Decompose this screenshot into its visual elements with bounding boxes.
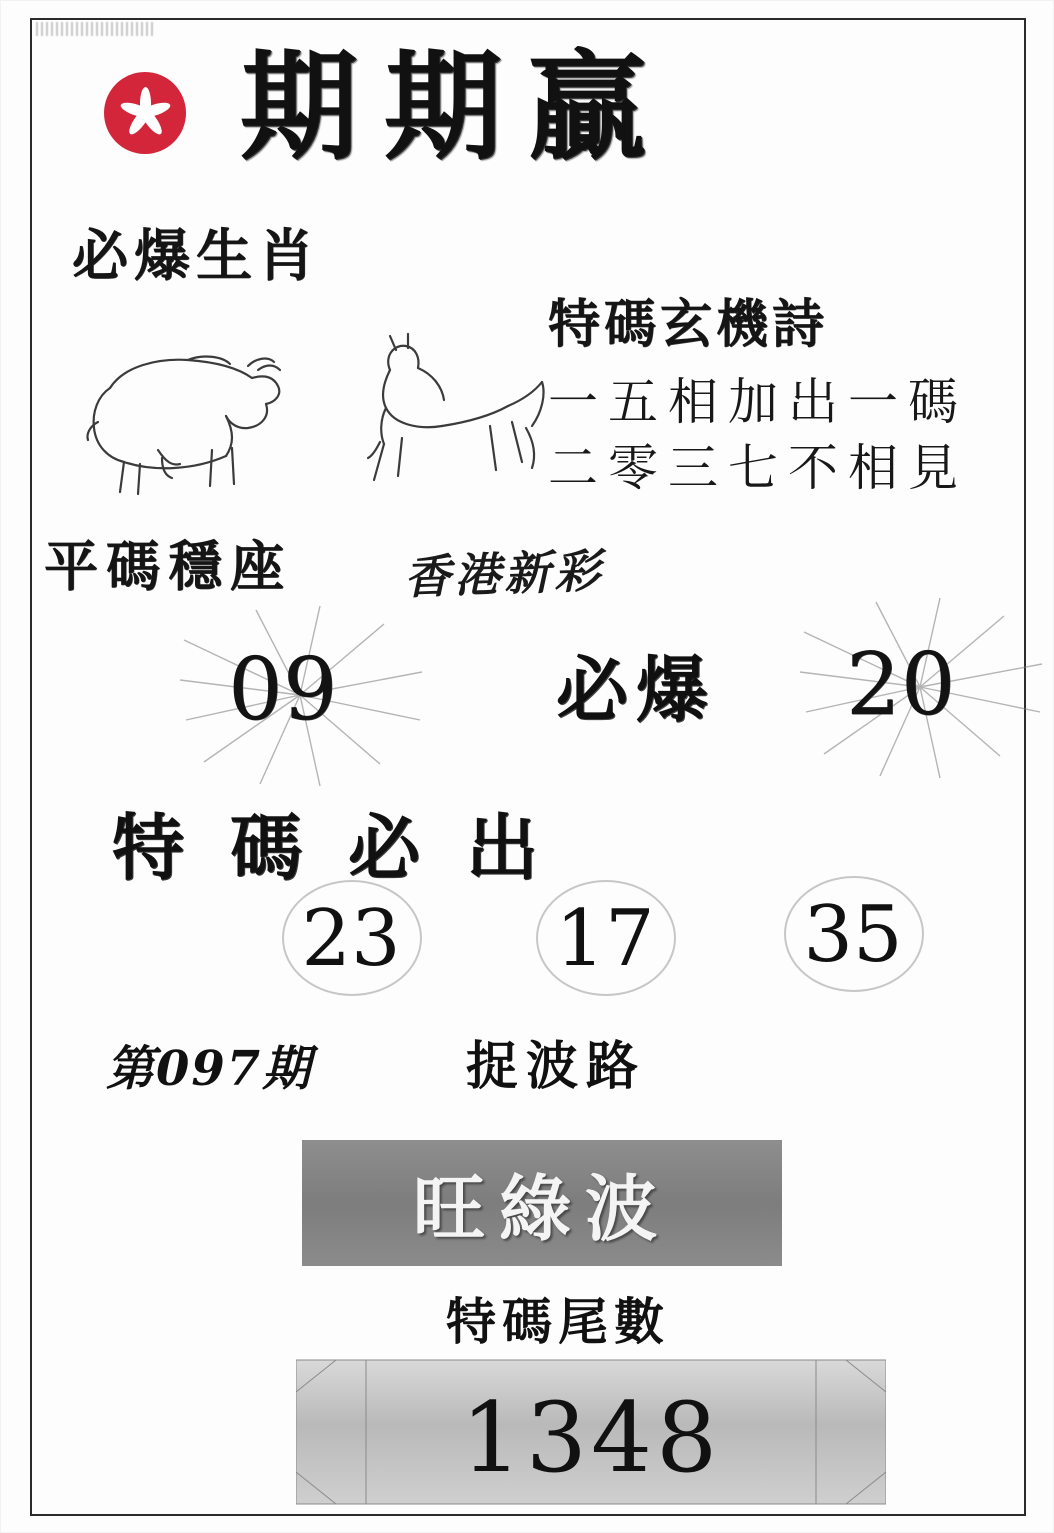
flat-code-number-20: 20: [846, 635, 956, 735]
flat-code-label: 平碼穩座: [44, 534, 292, 598]
special-number-1: 23: [276, 880, 426, 998]
zodiac-section-label: 必爆生肖: [72, 223, 320, 289]
tail-number-ribbon: [296, 1352, 886, 1512]
green-wave-text: 旺綠波: [412, 1166, 671, 1251]
special-number-3: 35: [778, 876, 928, 994]
ox-illustration: [62, 330, 292, 505]
scan-artifact: [36, 22, 156, 36]
flat-code-number-09: 09: [228, 640, 338, 740]
brand-label: 香港新彩: [403, 543, 605, 605]
hong-kong-bauhinia-logo: [104, 72, 186, 154]
special-code-label: 特碼必出: [112, 805, 585, 890]
bauhinia-petals: [118, 86, 172, 140]
issue-number: 第097期: [106, 1041, 313, 1097]
page-title: 期期贏: [240, 37, 673, 176]
poem-line-2: 二零三七不相見: [548, 439, 968, 497]
tail-numbers: 1348: [460, 1382, 722, 1494]
poem-section-label: 特碼玄機詩: [548, 294, 829, 355]
tail-number-label: 特碼尾數: [446, 1292, 670, 1351]
horse-illustration: [350, 330, 550, 505]
bibao-label: 必爆: [556, 647, 717, 732]
poem-line-1: 一五相加出一碼: [548, 373, 968, 431]
green-wave-band: [302, 1140, 782, 1266]
wave-route-label: 捉波路: [466, 1036, 647, 1097]
special-number-2: 17: [530, 880, 680, 998]
